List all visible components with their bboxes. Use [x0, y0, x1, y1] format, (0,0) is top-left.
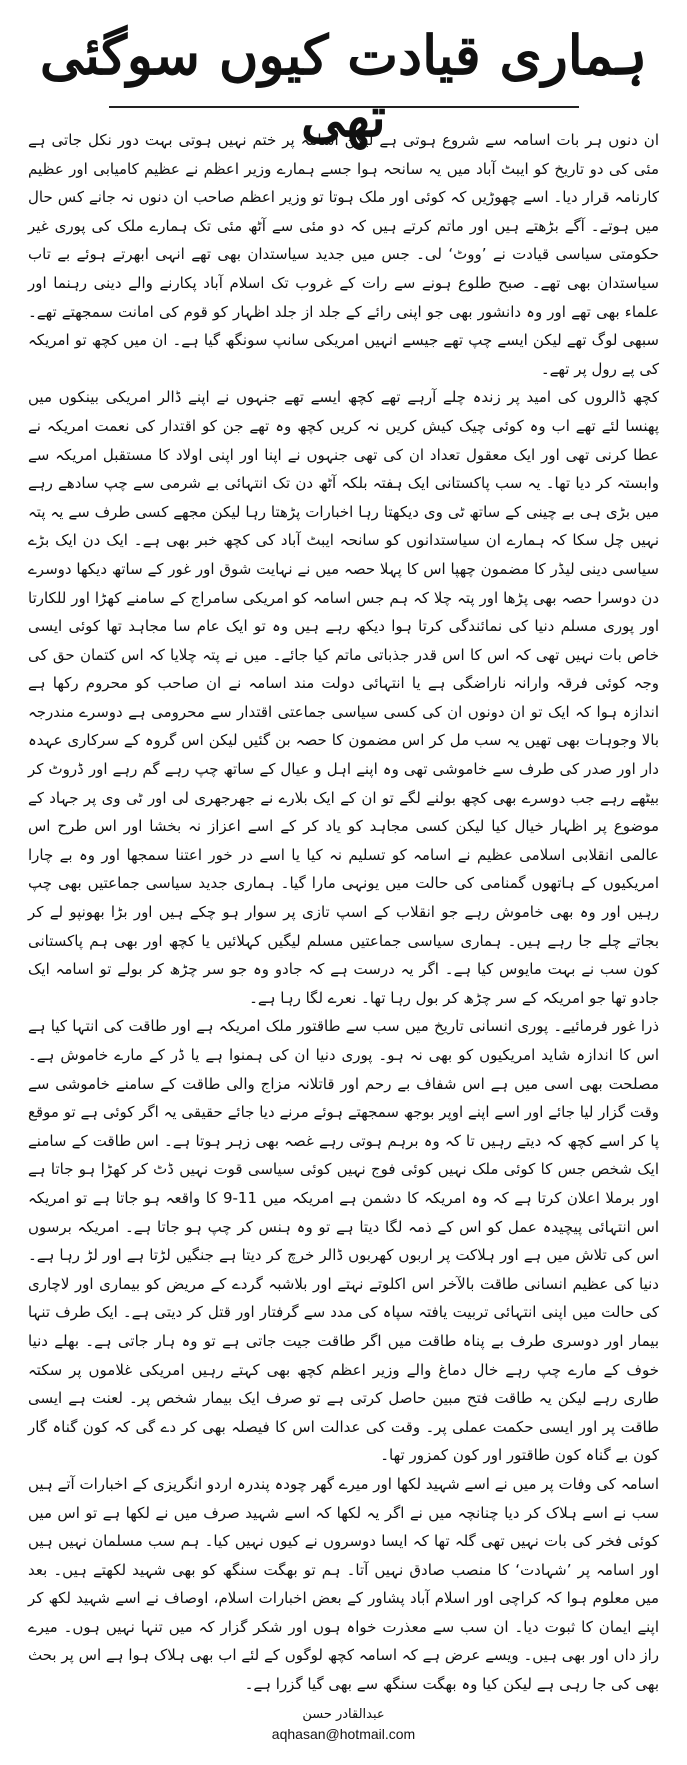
article-paragraph: ذرا غور فرمائیے۔ پوری انسانی تاریخ میں سب سے طاقتور ملک امریکہ ہے اور طاقت کی انتہا کیا ہے اس کا اندازہ شاید امریکیوں کو بھی نہ ہو۔ پوری دنیا ان کی ہمنوا ہے یا ڈر کے مارے خاموش ہے۔ مصلحت بھی اسی میں ہے اس شفاف بے رحم اور قاتلانہ مزاج والی طاقت کے سامنے خاموشی سے وقت گزار لیا جائے اور اسے اپنے اوپر بوجھ سمجھتے ہوئے مرنے دیا جائے حقیقی یہ اگر کوئی ہے تو موقع پا کر اسے کچھ کہ دیتے رہیں تا کہ وہ برہم ہوتی رہے غصہ بھی زہر ہوتا ہے۔ اس طاقت کے سامنے ایک شخص جس کا کوئی ملک نہیں کوئی فوج نہیں کوئی سیاسی قوت نہیں ڈٹ کر کھڑا ہو جاتا ہے اور برملا اعلان کرتا ہے کہ وہ امریکہ کا دشمن ہے امریکہ میں 11-9 کا واقعہ ہو جاتا ہے تو امریکہ اس انتہائی پیچیدہ عمل کو اس کے ذمہ لگا دیتا ہے تو وہ ہنس کر چپ ہو جاتا ہے۔ امریکہ برسوں اس کی تلاش میں ہے اور ہلاکت پر اربوں کھربوں ڈالر خرچ کر دیتا ہے جنگیں لڑتا ہے اور لڑ رہا ہے۔ دنیا کی عظیم انسانی طاقت بالآخر اس اکلوتے نہتے اور بلاشبہ گردے کے مریض کو بیماری اور لاچاری کی حالت میں اپنی انتہائی تربیت یافتہ سپاہ کی مدد سے گرفتار اور قتل کر دیتی ہے۔ ایک طرف تنہا بیمار اور دوسری طرف بے پناہ طاقت میں اگر طاقت جیت جاتی ہے تو وہ ہار جاتی ہے۔ بھلے دنیا خوف کے مارے چپ رہے خال دماغ والے وزیر اعظم کچھ بھی کہتے رہیں امریکی غلاموں پر سکتہ طاری رہے لیکن یہ طاقت فتح مبین حاصل کرتی ہے تو صرف ایک بیمار شخص پر۔ لعنت ہے ایسی طاقت پر اور ایسی حکمت عملی پر۔ وقت کی عدالت اس کا فیصلہ بھی کر دے گی کہ کون گناہ گار کون بے گناہ کون طاقتور اور کون کمزور تھا۔: [28, 1017, 659, 1465]
article-body: [28, 126, 659, 1699]
article-paragraph: اسامہ کی وفات پر میں نے اسے شہید لکھا اور میرے گھر چودہ پندرہ اردو انگریزی کے اخبارات آتے ہیں سب نے اسے ہلاک کر دیا چنانچہ میں نے اگر یہ لکھا کہ اسے شہید صرف میں نے لکھا ہے تو اس میں کوئی فخر کی بات نہیں تھی گلہ تھا کہ ایسا دوسروں نے کیوں نہیں کیا۔ ہم سب مسلمان نہیں ہیں اور اسامہ پر ’شہادت‘ کا منصب صادق نہیں آتا۔ ہم تو بھگت سنگھ کو بھی شہید لکھتے ہیں۔ بعد میں معلوم ہوا کہ کراچی اور اسلام آباد پشاور کے بعض اخبارات اسلام، اوصاف نے اسے شہید لکھ کر اپنے ایمان کا ثبوت دیا۔ ان سب سے معذرت خواہ ہوں اور شکر گزار کہ میں تنہا نہیں ہوں۔ میرے راز داں اور بھی ہیں۔ ویسے عرض ہے کہ اسامہ کچھ لوگوں کے لئے اب بھی ہلاک ہوا ہے اس پر بحث بھی کی جا رہی ہے لیکن کیا وہ بھگت سنگھ سے بھی گیا گزرا ہے۔: [28, 1474, 659, 1694]
article-paragraph: کچھ ڈالروں کی امید پر زندہ چلے آرہے تھے کچھ ایسے تھے جنہوں نے اپنے ڈالر امریکی بینکوں میں پھنسا لئے تھے اب وہ کوئی چیک کیش کریں نہ کریں کچھ وہ تھے جن کو اقتدار کی نعمت امریکہ نے عطا کرنی تھی اور ایک معقول تعداد ان کی تھی جنہوں نے اپنا اور اپنی اولاد کا مستقبل امریکہ سے وابستہ کر دیا تھا۔ یہ سب پاکستانی ایک ہفتہ بلکہ آٹھ دن تک انتہائی بے شرمی سے چپ سادھے رہے میں بڑی ہی بے چینی کے ساتھ ٹی وی دیکھتا رہا اخبارات پڑھتا رہا لیکن مجھے کسی طرف سے یہ پتہ نہیں چل سکا کہ ہمارے ان سیاستدانوں کو سانحہ ایبٹ آباد کی کچھ خبر بھی ہے۔ ایک دن ایک بڑے سیاسی دینی لیڈر کا مضمون چھپا اس کا پہلا حصہ میں نے نہایت شوق اور غور کے ساتھ دیکھا دوسرے دن دوسرا حصہ بھی پڑھا اور پتہ چلا کہ ہم جس اسامہ کو امریکی سامراج کے سامنے کھڑا اور للکارتا اور پوری مسلم دنیا کی نمائندگی کرتا ہوا دیکھ رہے ہیں وہ تو ایک عام سا مجاہد تھا کوئی ایسی خاص بات نہیں تھی کہ اس کا اس قدر جذباتی ماتم کیا جائے۔ میں نے پتہ چلایا کہ اس کتمان حق کی وجہ کوئی فرقہ وارانہ ناراضگی ہے یا انتہائی دولت مند اسامہ نے ان صاحب کو محروم رکھا ہے اندازہ ہوا کہ ایک تو ان دونوں ان کی کسی سیاسی جماعتی اقتدار سے محرومی ہے دوسرے مندرجہ بالا وجوہات بھی تھیں یہ سب مل کر اس مضمون کا حصہ بن گئیں لیکن اس گروہ کے سرکاری عہدہ دار اور صدر کی طرف سے خاموشی تھی وہ اپنے اہل و عیال کے ساتھ چپ رہے گم رہے اور ڈروٹ کر بیٹھے رہے جب دوسرے بھی کچھ بولنے لگے تو ان کے ایک بلارے نے جھرجھری لی اور ٹی وی پر جہاد کے موضوع پر اظہار خیال کیا لیکن کسی مجاہد کو یاد کر کے اسے اعزاز نہ بخشا اور اس طرح اس عالمی انقلابی اسلامی عظیم نے اسامہ کو تسلیم نہ کیا یا اسے در خور اعتنا سمجھا اور وہ بے چارا امریکیوں کے ہاتھوں گمنامی کی حالت میں یونہی مارا گیا۔ ہماری جدید سیاسی جماعتیں بھی چپ رہیں اور وہ بھی خاموش رہے جو انقلاب کے اسپ تازی پر سوار ہو چکے ہیں اور بڑا بھونپو لے کر بجاتے چلے جا رہے ہیں۔ ہماری سیاسی جماعتیں مسلم لیگیں کہلائیں یا کچھ اور بھی ہم پاکستانی کون سب نے بہت مایوس کیا ہے۔ اگر یہ درست ہے کہ جادو وہ جو سر چڑھ کر بولے تو اسامہ ایک جادو تھا جو امریکہ کے سر چڑھ کر بول رہا تھا۔ نعرے لگا رہا ہے۔: [28, 388, 659, 1007]
article-paragraph: ان دنوں ہر بات اسامہ سے شروع ہوتی ہے لیکن اسامہ پر ختم نہیں ہوتی بہت دور نکل جاتی ہے مئی کی دو تاریخ کو ایبٹ آباد میں یہ سانحہ ہوا جسے ہمارے وزیر اعظم نے عظیم کامیابی اور عظیم کارنامہ قرار دیا۔ اسے چھوڑیں کہ کوئی اور ملک ہوتا تو وزیر اعظم صاحب ان دنوں نہ جانے کس حال میں ہوتے۔ آگے بڑھتے ہیں اور ماتم کرتے ہیں کہ دو مئی سے آٹھ مئی تک ہمارے ملک کی پوری غیر حکومتی سیاسی قیادت نے ’ووٹ‘ لی۔ جس میں جدید سیاستدان بھی تھے انہی ابھرتے ہوئے بے تاب سیاستدان بھی تھے۔ صبح طلوع ہونے سے رات کے غروب تک اسلام آباد پکارنے والے دینی رہنما اور علماء بھی تھے اور وہ دانشور بھی جو اپنی رائے کے جلد از جلد اظہار کو قوم کی امانت سمجھتے تھے۔ سبھی لوگ تھے لیکن ایسے چپ تھے جیسے انہیں امریکی سانپ سونگھ گیا ہے۔ ان میں کچھ تو امریکہ کی پے رول پر تھے۔: [28, 131, 659, 378]
article-headline: ہماری قیادت کیوں سوگئی تھی: [39, 23, 648, 149]
author-signature: [28, 1705, 659, 1743]
author-email: aqhasan@hotmail.com: [271, 1725, 416, 1742]
author-name: عبدالقادر حسن: [302, 1706, 385, 1722]
